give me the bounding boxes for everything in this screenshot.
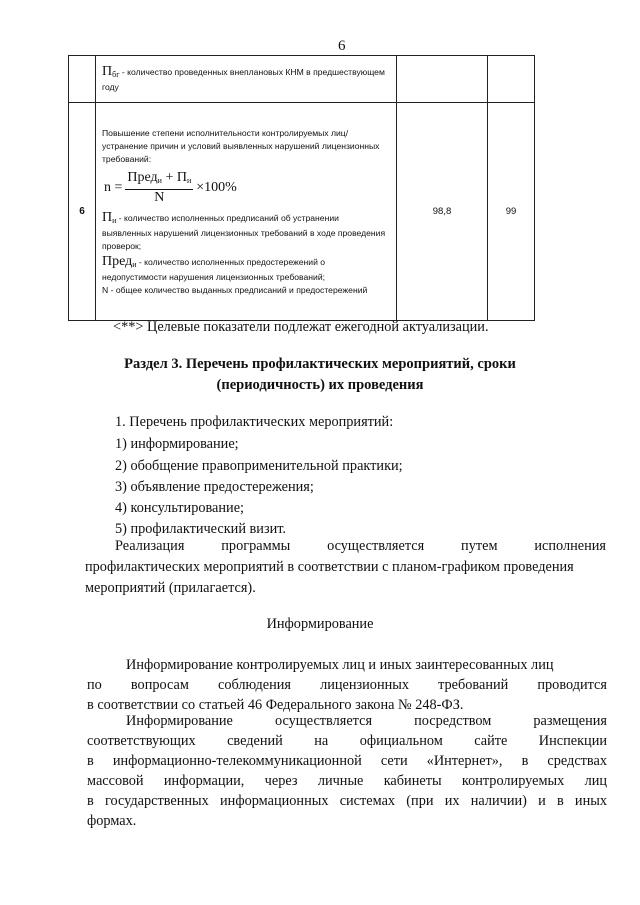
formula-fraction [125,170,193,206]
definition-text: - количество исполненных предписаний об устранении выявленных нарушений лицензионных требований в ходе проведения проверок; [102,212,386,251]
formula-subscript: и [157,175,162,185]
word: Информирование [126,713,233,729]
section-title-line2: (периодичность) их проведения [216,377,424,393]
word: их [444,793,460,809]
word: средствах [547,753,607,769]
word: в [521,753,529,769]
paragraph-line: профилактических мероприятий в соответствии с планом-графиком проведения [85,559,574,575]
word: государственных [104,793,209,809]
word: информационных [220,793,329,809]
formula-denominator: N [154,189,165,205]
word: «Интернет», [426,753,503,769]
word: осуществляется [274,713,373,729]
table-cell-value1 [397,56,488,103]
definition-p [102,211,390,253]
list-item: 2) обобщение правоприменительной практики; [115,458,403,474]
formula [104,170,390,206]
table-cell-num [69,56,96,103]
table-row [69,103,535,321]
word: на [314,733,329,749]
word: в [556,793,564,809]
word: осуществляется [327,538,425,554]
word: в [87,793,94,809]
word: массовой [87,773,144,789]
word: контролируемых [461,773,565,789]
word: размещения [533,713,607,729]
section-title: Раздел 3. Перечень профилактических мероприятий, сроки [124,356,516,372]
definition-text: - количество исполненных предостережений о недопустимости нарушения лицензионных требований; [102,256,326,282]
word: наличии) [470,793,527,809]
word: посредством [414,713,492,729]
page-number: 6 [338,38,346,54]
word: системах [339,793,396,809]
word: сайте [474,733,508,749]
word: лицензионных [320,677,410,693]
formula-subscript: бг [112,69,120,79]
paragraph-line [87,773,607,790]
word: проводится [537,677,607,693]
paragraph-line [87,753,607,770]
table-cell-value2: 99 [488,103,535,321]
formula-subscript: и [112,215,117,225]
paragraph-line [87,793,607,810]
word: Реализация [115,538,185,554]
formula-symbol: Пред [102,253,133,269]
table-cell-desc [96,56,397,103]
formula-symbol: П [102,63,113,79]
list-item: 1) информирование; [115,436,239,452]
word: через [264,773,298,789]
word: вопросам [130,677,189,693]
word: иных [574,793,607,809]
word: кабинеты [383,773,442,789]
formula-subscript: и [186,175,192,185]
formula-symbol: П [102,209,113,225]
table-cell-value1: 98,8 [397,103,488,321]
table-cell-desc [96,103,397,321]
word: Инспекции [538,733,607,749]
formula-term-pred: Пред [127,169,158,185]
formula-term-p: + П [161,169,187,185]
paragraph-line: в соответствии со статьей 46 Федерального закона № 248-ФЗ. [87,697,464,713]
formula-numerator [125,170,193,190]
paragraph-line [115,538,606,555]
paragraph-line [87,733,607,750]
word: программы [221,538,291,554]
row-intro: Повышение степени исполнительности контролируемых лиц/устранение причин и условий выявленных нарушений лицензионных требований: [102,127,380,164]
definition-pred [102,255,390,284]
list-item: 5) профилактический визит. [115,521,286,537]
word: личные [317,773,364,789]
paragraph-line: мероприятий (прилагается). [85,580,256,596]
word: требований [438,677,509,693]
indicators-table [68,55,535,321]
word: лиц [584,773,607,789]
formula-tail: ×100% [196,180,237,195]
word: и [538,793,546,809]
word: сети [380,753,408,769]
row-number: 6 [69,103,96,321]
paragraph-line [126,713,607,730]
formula-subscript: и [132,259,137,269]
word: в [87,753,94,769]
paragraph-line: Информирование контролируемых лиц и иных заинтересованных лиц [126,657,554,673]
footnote: <**> Целевые показатели подлежат ежегодной актуализации. [113,319,489,335]
word: путем [461,538,498,554]
list-item: 4) консультирование; [115,500,245,516]
table-cell-value2 [488,56,535,103]
word: официальном [359,733,443,749]
paragraph-line [87,677,607,694]
table-row [69,56,535,103]
word: соблюдения [218,677,291,693]
desc-text: - количество проведенных внеплановых КНМ в предшествующем году [102,66,385,92]
formula-lhs: n = [104,180,123,195]
word: соответствующих [87,733,196,749]
word: исполнения [534,538,606,554]
definition-n: N - общее количество выданных предписаний и предостережений [102,284,368,295]
word: (при [406,793,434,809]
word: по [87,677,102,693]
word: информационно-телекоммуникационной [112,753,362,769]
word: информации, [163,773,245,789]
subheading: Информирование [266,616,374,632]
list-heading: 1. Перечень профилактических мероприятий: [115,414,394,430]
paragraph-line: формах. [87,813,137,829]
word: сведений [227,733,283,749]
list-item: 3) объявление предостережения; [115,479,314,495]
